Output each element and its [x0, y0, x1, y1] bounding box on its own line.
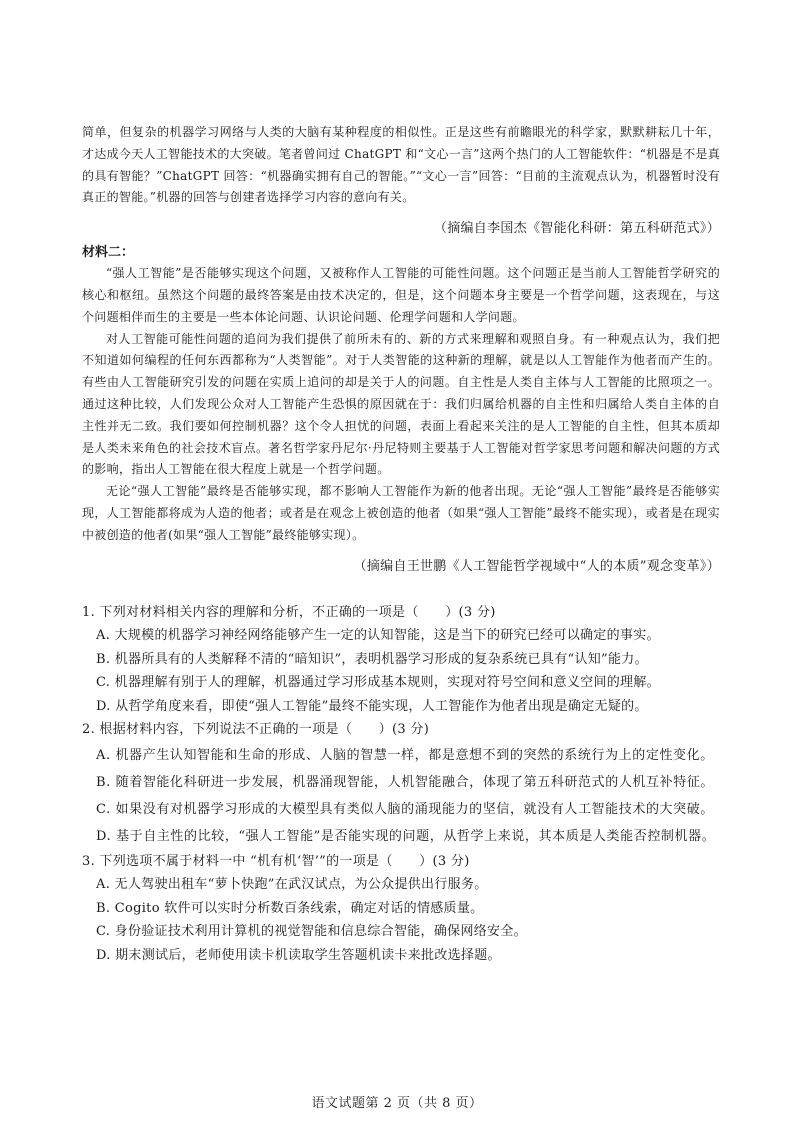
- question-3: [82, 850, 720, 968]
- material1-source: （摘编自李国杰《智能化科研：第五科研范式》）: [433, 221, 720, 237]
- option-c: C. 如果没有对机器学习形成的大模型具有类似人脑的涌现能力的坚信，就没有人工智能技术的大突破。: [96, 801, 714, 817]
- page-footer: 语文试题第 2 页（共 8 页）: [311, 1096, 483, 1111]
- option-c: C. 机器理解有别于人的理解，机器通过学习形成基本规则，实现对符号空间和意义空间的理解。: [96, 675, 660, 691]
- option-d: D. 期末测试后，老师使用读卡机读取学生答题机读卡来批改选择题。: [96, 947, 501, 963]
- question-stem: 2. 根据材料内容，下列说法不正确的一项是（ ）(3 分): [82, 722, 430, 738]
- option-c: C. 身份验证技术利用计算机的视觉智能和信息综合智能，确保网络安全。: [96, 924, 527, 940]
- option-a: A. 机器产生认知智能和生命的形成、人脑的智慧一样，都是意想不到的突然的系统行为上的定性变化。: [96, 747, 714, 763]
- option-a: A. 无人驾驶出租车“萝卜快跑”在武汉试点，为公众提供出行服务。: [96, 877, 488, 893]
- option-b: B. 机器所具有的人类解释不清的“暗知识”，表明机器学习形成的复杂系统已具有“认知”能力。: [96, 651, 648, 667]
- option-b: B. Cogito 软件可以实时分析数百条线索，确定对话的情感质量。: [96, 900, 484, 916]
- material2-label: 材料二：: [82, 245, 135, 261]
- option-d: D. 基于自主性的比较，“强人工智能”是否能实现的问题，从哲学上来说，其本质是人类能否控制机器。: [96, 828, 716, 844]
- option-d: D. 从哲学角度来看，即使“强人工智能”最终不能实现，人工智能作为他者出现是确定无疑的。: [96, 698, 648, 714]
- material2-paragraph: 无论“强人工智能”最终是否能够实现，都不影响人工智能作为新的他者出现。无论“强人工智能”最终是否能够实现，人工智能都将成为人造的他者；或者是在观念上被创造的他者（如果“强人工智能”最终不能实现），或者是在现实中被创造的他者(如果“强人工智能”最终能够实现）。: [82, 484, 720, 542]
- material2-paragraph: 对人工智能可能性问题的追问为我们提供了前所未有的、新的方式来理解和观照自身。有一种观点认为，我们把不知道如何编程的任何东西都称为“人类智能”。对于人类智能的这种新的理解，就是以人工智能作为他者而产生的。有些由人工智能研究引发的问题在实质上追问的却是关于人的问题。自主性是人类自主体与人工智能的比照项之一。通过这种比较，人们发现公众对人工智能产生恐惧的原因就在于：我们归属给机器的自主性和归属给人类自主体的自主性并无二致。我们要如何控制机器？这个令人担忧的问题，表面上看起来关注的是人工智能的自主性，但其本质却是人类未来角色的社会技术盲点。著名哲学家丹尼尔·丹尼特则主要基于人工智能对哲学家思考问题和解决问题的方式的影响，指出人工智能在很大程度上就是一个哲学问题。: [82, 331, 720, 477]
- question-list: [82, 601, 720, 968]
- question-2: [82, 718, 720, 850]
- material1-tail-paragraph: 简单，但复杂的机器学习网络与人类的大脑有某种程度的相似性。正是这些有前瞻眼光的科学家，默默耕耘几十年，才达成今天人工智能技术的大突破。笔者曾问过 ChatGPT 和“文心一言”这两个热门的人工智能软件：“机器是不是真的具有智能？”ChatGPT 回答：“机器确实拥有自己的智能。”“文心一言”回答：“目前的主流观点认为，机器暂时没有真正的智能。”机器的回答与创建者选择学习内容的意向有关。: [82, 125, 720, 205]
- question-1: [82, 601, 720, 719]
- exam-page: [82, 122, 720, 967]
- question-stem: 3. 下列选项不属于材料一中 “机有机‘智’”的一项是（ ）(3 分): [82, 853, 470, 869]
- option-b: B. 随着智能化科研进一步发展，机器涌现智能，人机智能融合，体现了第五科研范式的人机互补特征。: [96, 774, 715, 790]
- material2-source: （摘编自王世鹏《人工智能哲学视域中“人的本质”观念变革》）: [353, 558, 720, 574]
- material2-paragraph: “强人工智能”是否能够实现这个问题，又被称作人工智能的可能性问题。这个问题正是当前人工智能哲学研究的核心和枢纽。虽然这个问题的最终答案是由技术决定的，但是，这个问题本身主要是一个哲学问题，这表现在，与这个问题相伴而生的主要是一些本体论问题、认识论问题、伦理学问题和人学问题。: [82, 266, 720, 324]
- question-stem: 1. 下列对材料相关内容的理解和分析，不正确的一项是（ ）(3 分): [82, 604, 496, 620]
- option-a: A. 大规模的机器学习神经网络能够产生一定的认知智能，这是当下的研究已经可以确定的事实。: [96, 628, 660, 644]
